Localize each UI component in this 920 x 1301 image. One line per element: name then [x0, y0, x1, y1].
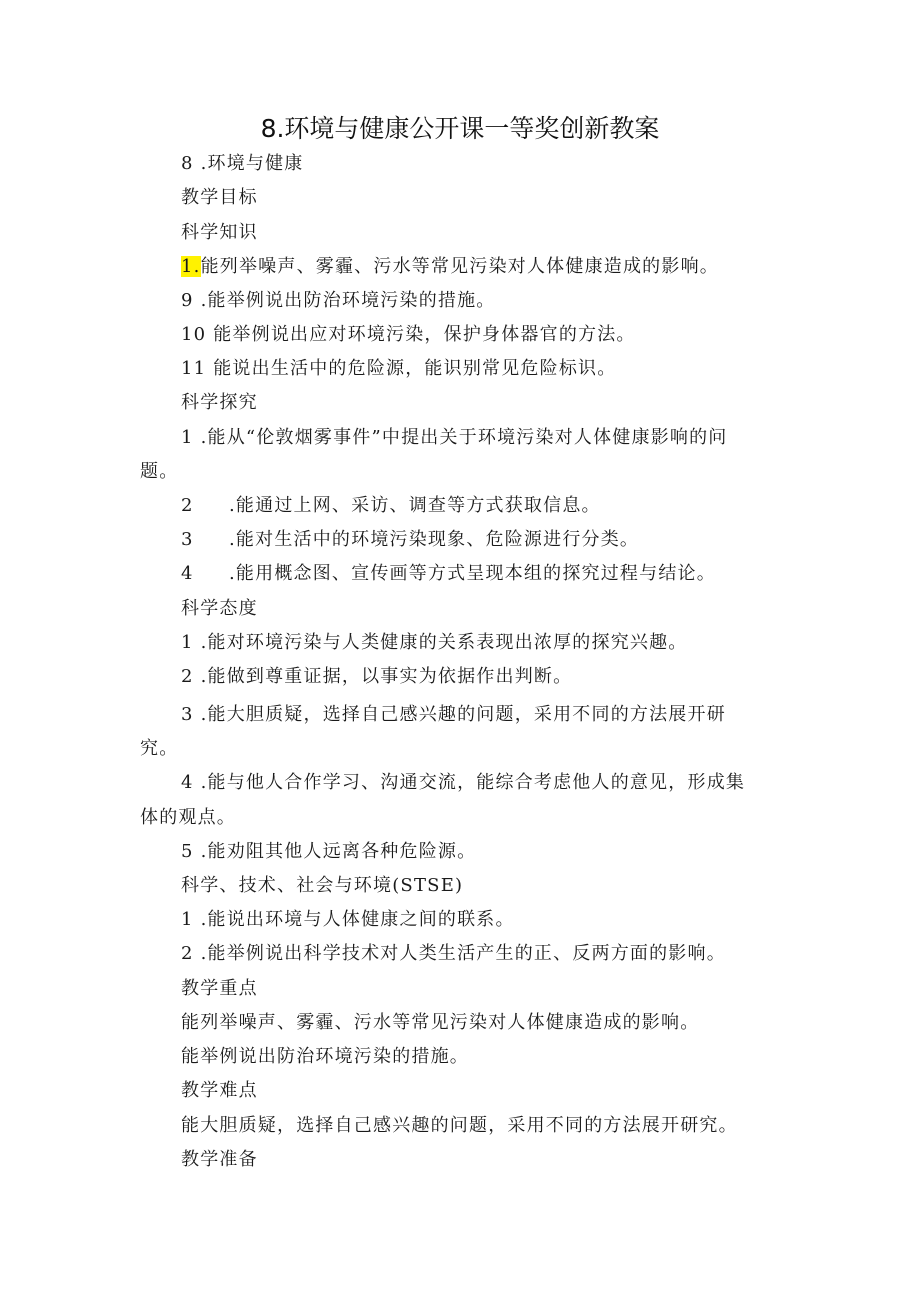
- attitude-item-3-continued: 究。: [140, 738, 179, 759]
- heading-difficulties: 教学难点: [181, 1080, 258, 1101]
- knowledge-item-1-text: 能列举噪声、雾霾、污水等常见污染对人体健康造成的影响。: [200, 256, 719, 277]
- inquiry-item-4: [181, 562, 716, 586]
- heading-science-attitude: 科学态度: [181, 598, 258, 619]
- knowledge-item-1: [181, 255, 719, 279]
- knowledge-item-11: 11 能说出生活中的危险源，能识别常见危险标识。: [181, 358, 617, 379]
- key-point-2: 能举例说出防治环境污染的措施。: [181, 1046, 469, 1067]
- attitude-item-2: 2 .能做到尊重证据，以事实为依据作出判断。: [181, 666, 573, 687]
- attitude-item-5: 5 .能劝阻其他人远离各种危险源。: [181, 841, 477, 862]
- item-number: 4: [181, 563, 194, 584]
- heading-stse: 科学、技术、社会与环境(STSE): [181, 875, 464, 896]
- attitude-item-4-continued: 体的观点。: [140, 807, 236, 828]
- item-number: 2: [181, 495, 194, 516]
- difficulty-1: 能大胆质疑，选择自己感兴趣的问题，采用不同的方法展开研究。: [181, 1115, 738, 1136]
- knowledge-item-10: 10 能举例说出应对环境污染，保护身体器官的方法。: [181, 324, 636, 345]
- heading-science-inquiry: 科学探究: [181, 392, 258, 413]
- heading-teaching-goals: 教学目标: [181, 187, 258, 208]
- heading-preparation: 教学准备: [181, 1149, 258, 1170]
- inquiry-item-2: [181, 494, 601, 518]
- heading-key-points: 教学重点: [181, 978, 258, 999]
- attitude-item-4: 4 .能与他人合作学习、沟通交流，能综合考虑他人的意见，形成集: [181, 772, 746, 793]
- knowledge-item-9: 9 .能举例说出防治环境污染的措施。: [181, 290, 496, 311]
- stse-item-2: 2 .能举例说出科学技术对人类生活产生的正、反两方面的影响。: [181, 943, 726, 964]
- inquiry-item-3-text: .能对生活中的环境污染现象、危险源进行分类。: [229, 529, 640, 550]
- inquiry-item-2-text: .能通过上网、采访、调查等方式获取信息。: [229, 495, 601, 516]
- inquiry-item-3: [181, 528, 639, 552]
- stse-item-1: 1 .能说出环境与人体健康之间的联系。: [181, 909, 515, 930]
- highlighted-number: 1.: [181, 256, 201, 277]
- inquiry-item-1-continued: 题。: [140, 461, 179, 482]
- attitude-item-1: 1 .能对环境污染与人类健康的关系表现出浓厚的探究兴趣。: [181, 632, 688, 653]
- attitude-item-3: 3 .能大胆质疑，选择自己感兴趣的问题，采用不同的方法展开研: [181, 704, 726, 725]
- document-title: 8.环境与健康公开课一等奖创新教案: [260, 114, 660, 143]
- heading-science-knowledge: 科学知识: [181, 222, 258, 243]
- item-number: 3: [181, 529, 194, 550]
- key-point-1: 能列举噪声、雾霾、污水等常见污染对人体健康造成的影响。: [181, 1012, 700, 1033]
- inquiry-item-1: 1 .能从“伦敦烟雾事件”中提出关于环境污染对人体健康影响的问: [181, 427, 728, 448]
- inquiry-item-4-text: .能用概念图、宣传画等方式呈现本组的探究过程与结论。: [229, 563, 716, 584]
- section-title-line: 8 .环境与健康: [181, 153, 304, 174]
